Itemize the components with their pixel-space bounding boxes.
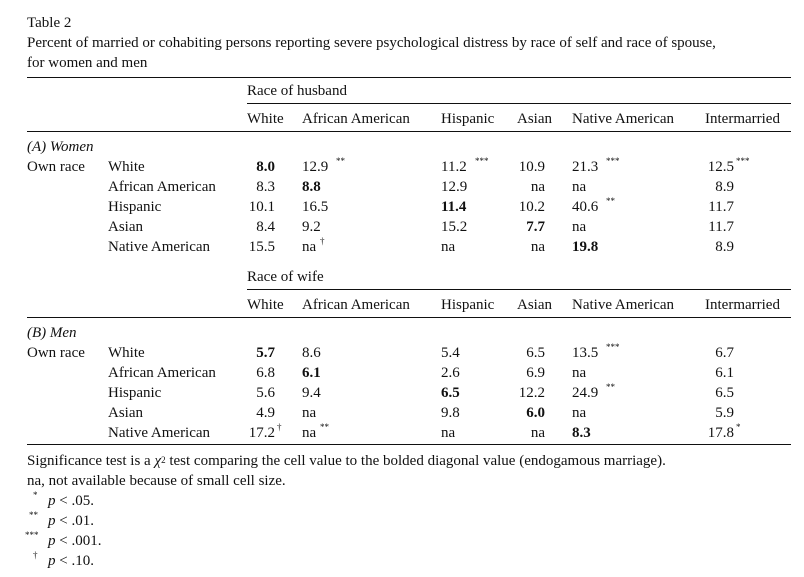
table-cell — [517, 424, 545, 442]
table-cell — [441, 198, 501, 216]
cell-value: 11.7 — [708, 219, 734, 235]
column-header: Native American — [572, 111, 675, 127]
table-cell — [690, 156, 750, 176]
panel-title: (B) Men — [27, 325, 77, 341]
table-cell — [572, 158, 632, 176]
cell-value: 10.9 — [518, 159, 545, 175]
footnote-value: < .01. — [55, 513, 94, 529]
cell-value: na — [572, 179, 587, 195]
table-cell — [247, 384, 275, 402]
cell-value: 2.6 — [441, 365, 460, 381]
cell-value: na — [441, 425, 456, 441]
table-cell — [690, 384, 734, 402]
significance-marker: *** — [736, 156, 750, 166]
cell-value: 40.6 — [572, 199, 599, 215]
cell-value: 9.8 — [441, 405, 460, 421]
table-cell — [302, 238, 362, 256]
cell-value: 10.1 — [248, 199, 275, 215]
cell-value: na — [530, 179, 545, 195]
footnote-mark: * — [33, 490, 38, 500]
cell-value: 6.8 — [256, 365, 275, 381]
cell-value: 6.0 — [526, 405, 545, 421]
table-cell — [572, 344, 632, 362]
cell-value: 17.2 — [248, 425, 275, 441]
column-header: Hispanic — [441, 297, 495, 313]
row-label: Native American — [108, 239, 211, 255]
table-cell — [572, 424, 632, 442]
cell-value: 11.4 — [441, 199, 467, 215]
cell-value: na — [530, 239, 545, 255]
cell-value: 12.2 — [518, 385, 545, 401]
cell-value: 5.4 — [441, 345, 460, 361]
cell-value: na — [530, 425, 545, 441]
footnote-p: p — [48, 533, 56, 549]
row-label: Hispanic — [108, 385, 162, 401]
footnote-mark: *** — [25, 530, 39, 540]
table-cell — [690, 218, 734, 236]
row-group-label: Own race — [27, 345, 85, 361]
column-header: African American — [302, 111, 410, 127]
table-cell — [302, 218, 362, 236]
table-cell — [302, 344, 362, 362]
footnote-mark: ** — [29, 510, 38, 520]
cell-value: 12.9 — [302, 159, 329, 175]
table-cell — [441, 158, 501, 176]
cell-value: na — [572, 405, 587, 421]
cell-value: 19.8 — [572, 239, 599, 255]
table-cell — [302, 198, 362, 216]
footnote-text — [48, 492, 94, 510]
row-label: White — [108, 345, 145, 361]
cell-value: 8.9 — [715, 239, 734, 255]
row-label: Hispanic — [108, 199, 162, 215]
table-cell — [441, 178, 501, 196]
column-header: Asian — [517, 297, 552, 313]
table-cell — [247, 422, 282, 442]
table-cell — [441, 238, 501, 256]
table-cell — [247, 364, 275, 382]
table-cell — [517, 218, 545, 236]
column-header: White — [247, 111, 284, 127]
column-header: Intermarried — [705, 111, 780, 127]
row-label: Asian — [108, 405, 143, 421]
spouse-header-rule — [247, 289, 791, 290]
cell-value: 9.2 — [302, 219, 321, 235]
cell-value: 10.2 — [518, 199, 545, 215]
column-header: Asian — [517, 111, 552, 127]
table-cell — [572, 238, 632, 256]
table-cell — [302, 158, 362, 176]
table-cell — [690, 344, 734, 362]
cell-value: 21.3 — [572, 159, 599, 175]
column-header: Native American — [572, 297, 675, 313]
row-label: White — [108, 159, 145, 175]
cell-value: 11.2 — [441, 159, 467, 175]
table-cell — [247, 198, 275, 216]
cell-value: 16.5 — [302, 199, 329, 215]
table-cell — [302, 404, 362, 422]
table-cell — [690, 198, 734, 216]
cell-value: 5.7 — [256, 345, 275, 361]
column-header: African American — [302, 297, 410, 313]
cell-value: 6.5 — [715, 385, 734, 401]
cell-value: 24.9 — [572, 385, 599, 401]
cell-value: 6.9 — [526, 365, 545, 381]
table-cell — [517, 344, 545, 362]
row-label: African American — [108, 365, 216, 381]
table-cell — [572, 364, 632, 382]
table-cell — [517, 198, 545, 216]
row-label: African American — [108, 179, 216, 195]
cell-value: na — [441, 239, 456, 255]
table-cell — [572, 198, 632, 216]
significance-note: Significance test is a $\chi^2$ test comparing the cell value to the bolded diagonal value (endogamous marriage). — [27, 453, 666, 469]
cell-value: 13.5 — [572, 345, 599, 361]
table-cell — [517, 404, 545, 422]
significance-marker: ** — [336, 156, 345, 166]
panel-title: (A) Women — [27, 139, 94, 155]
table-cell — [247, 404, 275, 422]
cell-value: 7.7 — [526, 219, 545, 235]
cell-value: 8.3 — [572, 425, 591, 441]
cell-value: na — [572, 219, 587, 235]
spouse-header-rule — [247, 103, 791, 104]
footnote-value: < .05. — [55, 493, 94, 509]
cell-value: 8.6 — [302, 345, 321, 361]
na-note: na, not available because of small cell size. — [27, 473, 286, 489]
cell-value: na — [302, 425, 317, 441]
cell-value: 4.9 — [256, 405, 275, 421]
table-cell — [441, 344, 501, 362]
footnote-mark: † — [33, 550, 38, 560]
significance-marker: ** — [606, 382, 615, 392]
row-group-label: Own race — [27, 159, 85, 175]
table-cell — [441, 218, 501, 236]
table-cell — [517, 178, 545, 196]
table-cell — [441, 424, 501, 442]
table-cell — [517, 238, 545, 256]
table-cell — [572, 178, 632, 196]
column-header: White — [247, 297, 284, 313]
table-label: Table 2 — [27, 15, 72, 31]
footnote-p: p — [48, 513, 56, 529]
row-label: Asian — [108, 219, 143, 235]
cell-value: 15.2 — [441, 219, 468, 235]
cell-value: na — [302, 405, 317, 421]
cell-value: 17.8 — [707, 425, 734, 441]
cell-value: 6.5 — [526, 345, 545, 361]
cell-value: 6.1 — [715, 365, 734, 381]
table-cell — [441, 384, 501, 402]
table-cell — [517, 158, 545, 176]
table-cell — [572, 384, 632, 402]
footnote-text — [48, 552, 94, 570]
table-cell — [302, 178, 362, 196]
cell-value: 11.7 — [708, 199, 734, 215]
significance-marker: ** — [320, 422, 329, 432]
table-cell — [517, 364, 545, 382]
footnote-value: < .001. — [55, 533, 102, 549]
cell-value: 6.7 — [715, 345, 734, 361]
significance-marker: *** — [606, 342, 620, 352]
table-cell — [302, 384, 362, 402]
cell-value: 6.1 — [302, 365, 321, 381]
cell-value: 9.4 — [302, 385, 321, 401]
table-cell — [302, 364, 362, 382]
table-cell — [247, 238, 275, 256]
cell-value: 8.9 — [715, 179, 734, 195]
table-cell — [247, 158, 275, 176]
table-cell — [302, 424, 362, 442]
footnote-value: < .10. — [55, 553, 94, 569]
footnote-p: p — [48, 553, 56, 569]
cell-value: 5.6 — [256, 385, 275, 401]
cell-value: 8.4 — [256, 219, 275, 235]
column-header-rule — [27, 317, 791, 318]
significance-marker: * — [736, 422, 741, 432]
row-label: Native American — [108, 425, 211, 441]
cell-value: 15.5 — [248, 239, 275, 255]
table-cell — [247, 218, 275, 236]
column-header: Intermarried — [705, 297, 780, 313]
cell-value: 12.9 — [441, 179, 468, 195]
cell-value: 8.0 — [256, 159, 275, 175]
cell-value: 8.3 — [256, 179, 275, 195]
column-header-rule — [27, 131, 791, 132]
spouse-header: Race of wife — [247, 269, 324, 285]
significance-marker: ** — [606, 196, 615, 206]
table-caption-line-2: for women and men — [27, 55, 148, 71]
footnote-p: p — [48, 493, 56, 509]
footnote-text — [48, 512, 94, 530]
cell-value: 12.5 — [707, 159, 734, 175]
table-cell — [690, 238, 734, 256]
table-cell — [247, 344, 275, 362]
cell-value: 6.5 — [441, 385, 460, 401]
table-cell — [441, 404, 501, 422]
footnote-text — [48, 532, 101, 550]
table-cell — [572, 218, 632, 236]
spouse-header: Race of husband — [247, 83, 347, 99]
significance-marker: † — [320, 236, 325, 246]
significance-marker: *** — [475, 156, 489, 166]
significance-marker: *** — [606, 156, 620, 166]
bottom-rule — [27, 444, 791, 445]
significance-marker: † — [277, 422, 282, 432]
table-cell — [517, 384, 545, 402]
table-cell — [690, 178, 734, 196]
cell-value: na — [572, 365, 587, 381]
table-cell — [247, 178, 275, 196]
table-cell — [441, 364, 501, 382]
table-caption-line-1: Percent of married or cohabiting persons reporting severe psychological distress by race of self and race of spouse, — [27, 35, 716, 51]
table-cell — [572, 404, 632, 422]
table-cell — [690, 364, 734, 382]
cell-value: 5.9 — [715, 405, 734, 421]
table-cell — [690, 422, 741, 442]
table-cell — [690, 404, 734, 422]
column-header: Hispanic — [441, 111, 495, 127]
cell-value: na — [302, 239, 317, 255]
cell-value: 8.8 — [302, 179, 321, 195]
top-rule — [27, 77, 791, 78]
